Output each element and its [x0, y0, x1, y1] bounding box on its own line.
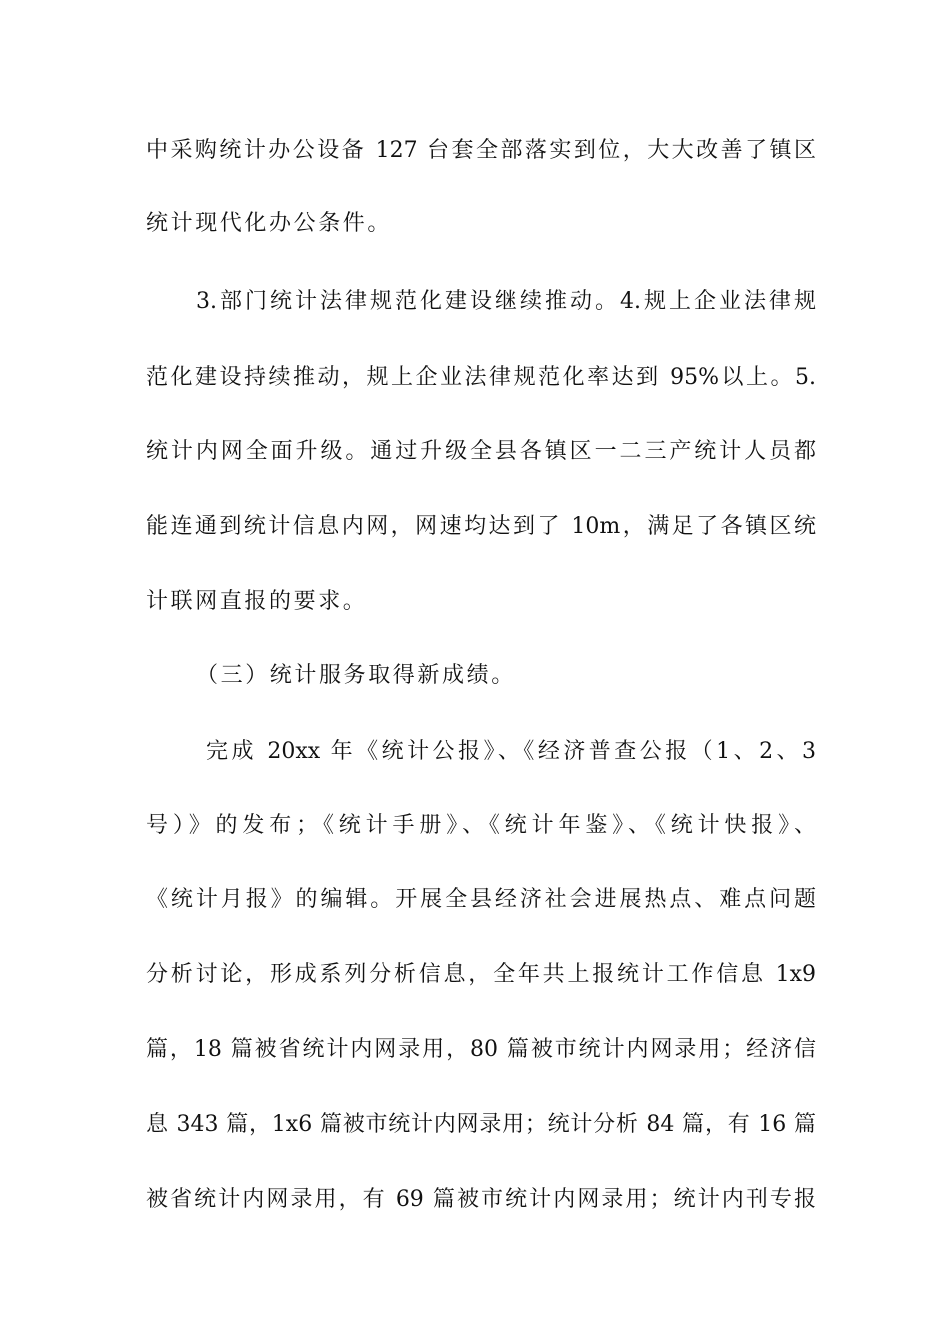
text-line-12: 分析讨论，形成系列分析信息，全年共上报统计工作信息 1x9: [146, 962, 816, 987]
text-line-5: 统计内网全面升级。通过升级全县各镇区一二三产统计人员都: [146, 439, 816, 464]
text-line-1: 中采购统计办公设备 127 台套全部落实到位，大大改善了镇区: [146, 138, 816, 163]
text-line-10: 号）》的发布；《统计手册》、《统计年鉴》、《统计快报》、: [146, 813, 816, 838]
text-line-9: 完成 20xx 年《统计公报》、《经济普查公报（1、2、3: [206, 739, 816, 764]
section-heading: （三）统计服务取得新成绩。: [196, 663, 516, 688]
text-line-3: 3.部门统计法律规范化建设继续推动。4.规上企业法律规: [196, 289, 816, 314]
text-line-6: 能连通到统计信息内网，网速均达到了 10m，满足了各镇区统: [146, 514, 816, 539]
text-line-2: 统计现代化办公条件。: [146, 211, 393, 236]
text-line-14: 息 343 篇，1x6 篇被市统计内网录用；统计分析 84 篇，有 16 篇: [146, 1112, 816, 1137]
text-line-11: 《统计月报》的编辑。开展全县经济社会进展热点、难点问题: [146, 887, 816, 912]
text-line-13: 篇，18 篇被省统计内网录用，80 篇被市统计内网录用；经济信: [146, 1037, 816, 1062]
text-line-4: 范化建设持续推动，规上企业法律规范化率达到 95%以上。5.: [146, 365, 816, 390]
text-line-7: 计联网直报的要求。: [146, 589, 368, 614]
text-line-15: 被省统计内网录用，有 69 篇被市统计内网录用；统计内刊专报: [146, 1187, 816, 1212]
